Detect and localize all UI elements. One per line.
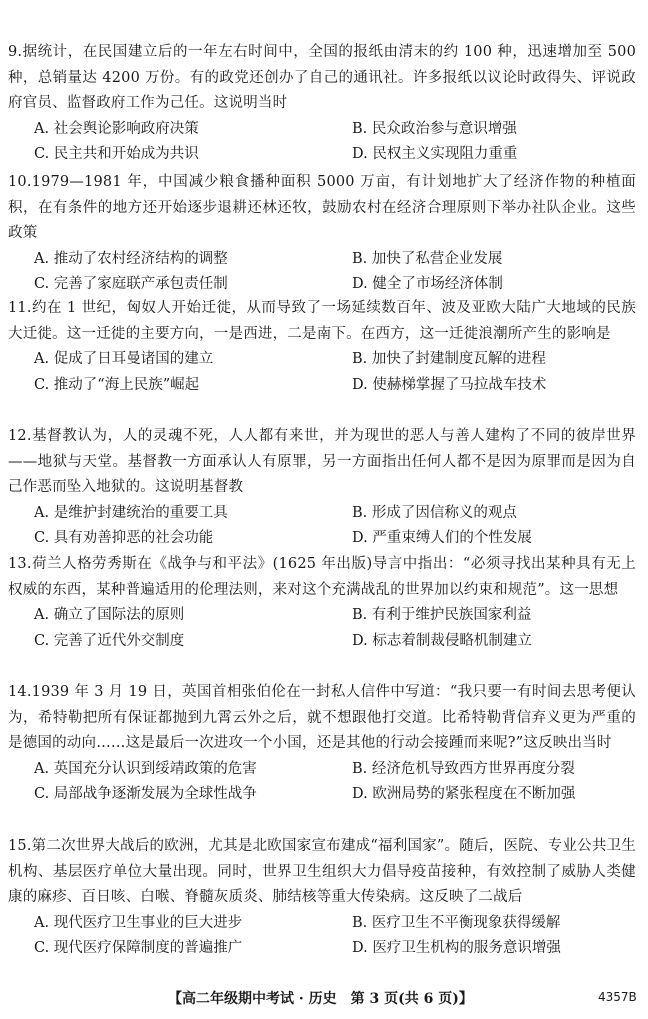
- option-a: A. 确立了国际法的原则: [34, 607, 185, 623]
- option-c: C. 完善了家庭联产承包责任制: [34, 276, 228, 292]
- option-b: B. 形成了因信称义的观点: [352, 504, 517, 521]
- question-options: [8, 603, 636, 654]
- question-stem: 10.1979—1981 年，中国减少粮食播种面积 5000 万亩，有计划地扩大了经济作物的种植面积，在有条件的地方还开始逐步退耕还林还牧，鼓励农村在经济合理原则下举办社队企业。这些政策: [8, 174, 636, 241]
- option-b: B. 医疗卫生不平衡现象获得缓解: [352, 914, 561, 931]
- option-c: C. 具有劝善抑恶的社会功能: [34, 530, 214, 546]
- option-b: B. 加快了封建制度瓦解的进程: [352, 351, 546, 367]
- option-b: B. 加快了私营企业发展: [352, 250, 503, 267]
- option-a: A. 英国充分认识到绥靖政策的危害: [34, 760, 257, 777]
- option-c: C. 民主共和开始成为共识: [34, 146, 199, 162]
- question-13: [8, 552, 636, 654]
- question-stem: 15.第二次世界大战后的欧洲，尤其是北欧国家宣布建成“福利国家”。随后，医院、专业公共卫生机构、基层医疗单位大量出现。同时，世界卫生组织大力倡导疫苗接种，有效控制了威胁人类健康的麻疹、百日咳、白喉、脊髓灰质炎、肺结核等重大传染病。这反映了二战后: [8, 838, 636, 905]
- paper-code: 4357B: [598, 990, 637, 1004]
- option-c: C. 局部战争逐渐发展为全球性战争: [34, 786, 257, 802]
- question-options: [8, 757, 636, 808]
- option-d: D. 医疗卫生机构的服务意识增强: [352, 940, 561, 956]
- option-a: A. 是维护封建统治的重要工具: [34, 504, 228, 521]
- option-d: D. 严重束缚人们的个性发展: [352, 530, 532, 546]
- question-15: [8, 834, 636, 962]
- question-9: [8, 40, 636, 168]
- option-d: D. 民权主义实现阻力重重: [352, 146, 518, 162]
- question-stem: 9.据统计，在民国建立后的一年左右时间中，全国的报纸由清末的约 100 种，迅速增加至 500 种，总销量达 4200 万份。有的政党还创办了自己的通讯社。许多报纸以议论时政得失、评说政府官员、监督政府工作为己任。这说明当时: [8, 44, 636, 111]
- option-c: C. 完善了近代外交制度: [34, 632, 185, 649]
- question-11: [8, 296, 636, 398]
- option-c: C. 推动了“海上民族”崛起: [34, 376, 200, 393]
- option-a: A. 现代医疗卫生事业的巨大进步: [34, 914, 243, 931]
- question-stem: 12.基督教认为，人的灵魂不死，人人都有来世，并为现世的恶人与善人建构了不同的彼岸世界——地狱与天堂。基督教一方面承认人有原罪，另一方面指出任何人都不是因为原罪而是因为自己作恶而坠入地狱的。这说明基督教: [8, 428, 636, 495]
- question-12: [8, 424, 636, 552]
- question-stem: 13.荷兰人格劳秀斯在《战争与和平法》(1625 年出版)导言中指出：“必须寻找出某种具有无上权威的东西，某种普遍适用的伦理法则，来对这个充满战乱的世界加以约束和规范”。这一思想: [8, 556, 636, 598]
- option-b: B. 民众政治参与意识增强: [352, 120, 517, 137]
- option-d: D. 使赫梯掌握了马拉战车技术: [352, 376, 547, 393]
- question-options: [8, 911, 636, 962]
- option-b: B. 经济危机导致西方世界再度分裂: [352, 760, 575, 777]
- option-a: A. 社会舆论影响政府决策: [34, 120, 199, 137]
- option-d: D. 欧洲局势的紧张程度在不断加强: [352, 786, 576, 802]
- option-a: A. 推动了农村经济结构的调整: [34, 250, 228, 267]
- question-14: [8, 680, 636, 808]
- question-options: [8, 501, 636, 552]
- question-stem: 11.约在 1 世纪，匈奴人开始迁徙，从而导致了一场延续数百年、波及亚欧大陆广大地域的民族大迁徙。这一迁徙的主要方向，一是西进，二是南下。在西方，这一迁徙浪潮所产生的影响是: [8, 300, 636, 342]
- question-options: [8, 117, 636, 168]
- option-b: B. 有利于维护民族国家利益: [352, 607, 532, 623]
- question-options: [8, 347, 636, 398]
- option-c: C. 现代医疗保障制度的普遍推广: [34, 940, 243, 956]
- question-10: [8, 170, 636, 298]
- option-d: D. 标志着制裁侵略机制建立: [352, 632, 532, 649]
- question-options: [8, 247, 636, 298]
- option-a: A. 促成了日耳曼诸国的建立: [34, 351, 214, 367]
- option-d: D. 健全了市场经济体制: [352, 276, 503, 292]
- question-stem: 14.1939 年 3 月 19 日，英国首相张伯伦在一封私人信件中写道：“我只要一有时间去思考便认为，希特勒把所有保证都抛到九霄云外之后，就不想跟他打交道。比希特勒背信弃义更为严重的是德国的动向……这是最后一次进攻一个小国，还是其他的行动会接踵而来呢?”这反映出当时: [8, 684, 636, 751]
- page-footer-title: 【高二年级期中考试 · 历史 第 3 页(共 6 页)】: [168, 991, 473, 1007]
